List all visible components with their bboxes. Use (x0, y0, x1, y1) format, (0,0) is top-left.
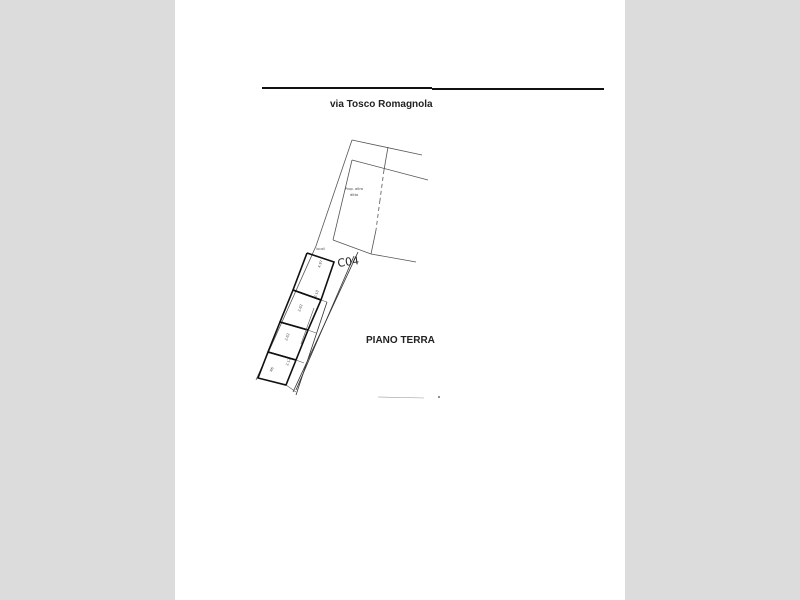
unit-outline-4 (258, 352, 296, 385)
stray-line (378, 397, 424, 398)
neighbour-note: Prop. altra (345, 187, 364, 191)
room-note-3: 2.62 (284, 332, 291, 342)
room-note-5: 3.10 (313, 289, 320, 299)
stray-dot (438, 396, 440, 398)
room-note-1: 4.97 (317, 259, 324, 269)
neighbour-note-2: ditta (350, 193, 359, 197)
dimension-marks (286, 300, 327, 392)
unit-outlines (258, 253, 334, 385)
unit-code-handwritten: C04 (336, 254, 360, 270)
room-note-4: R6 (269, 366, 275, 373)
boundary-lines (293, 252, 358, 395)
room-note-2: 2.62 (297, 303, 304, 313)
floor-name-label: PIANO TERRA (366, 335, 435, 346)
unit-code-small-note: locali (316, 247, 326, 251)
room-note-6: 2.12 (285, 357, 292, 367)
street-name-label: via Tosco Romagnola (330, 99, 433, 110)
